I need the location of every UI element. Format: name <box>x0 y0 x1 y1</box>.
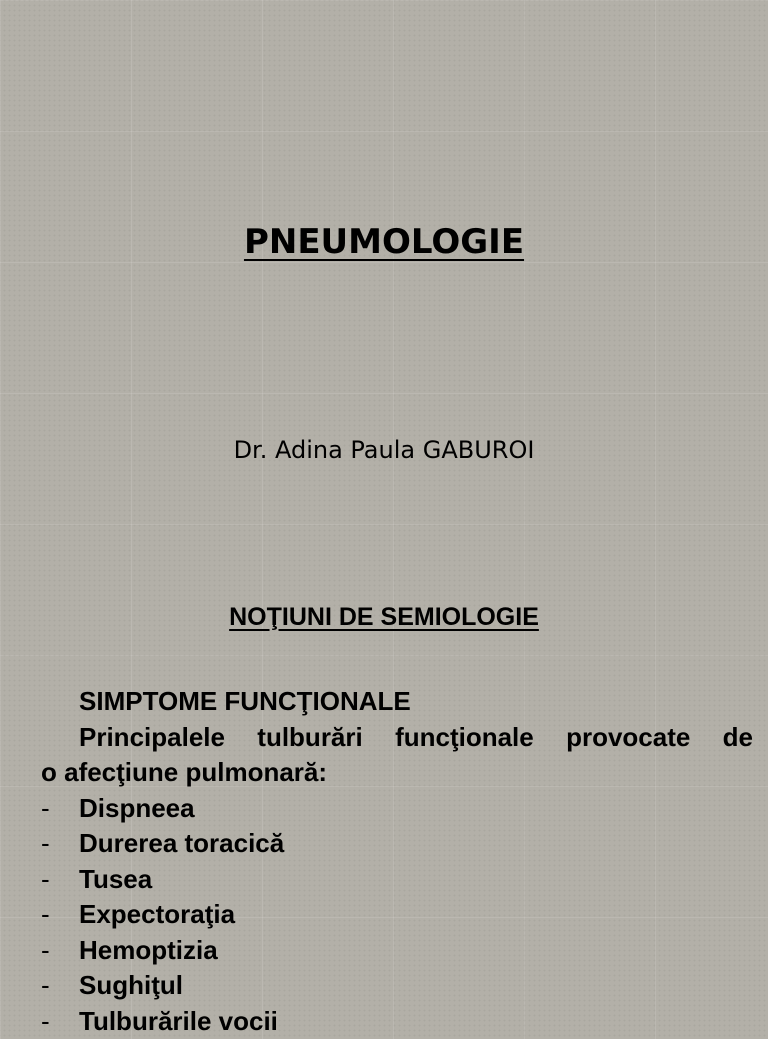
bullet-dash: - <box>41 933 50 969</box>
symptom-list <box>41 791 753 1039</box>
list-item <box>41 791 753 827</box>
slide-title: PNEUMOLOGIE <box>0 218 768 266</box>
intro-line: Principalele tulburări funcţionale provocate de <box>41 720 753 756</box>
list-item <box>41 826 753 862</box>
bullet-dash: - <box>41 862 50 898</box>
list-item-label: Expectoraţia <box>79 899 235 929</box>
list-item-label: Tusea <box>79 864 152 894</box>
list-item <box>41 862 753 898</box>
bullet-dash: - <box>41 968 50 1004</box>
list-item-label: Durerea toracică <box>79 828 284 858</box>
list-item-label: Hemoptizia <box>79 935 218 965</box>
list-item <box>41 933 753 969</box>
intro-line-continued: o afecţiune pulmonară: <box>41 755 753 791</box>
list-item <box>41 897 753 933</box>
bullet-dash: - <box>41 791 50 827</box>
bullet-dash: - <box>41 826 50 862</box>
slide-body <box>41 684 753 1039</box>
author-name: Dr. Adina Paula GABUROI <box>0 432 768 468</box>
section-heading: NOŢIUNI DE SEMIOLOGIE <box>0 600 768 634</box>
list-item-label: Dispneea <box>79 793 195 823</box>
subheading: SIMPTOME FUNCŢIONALE <box>41 684 753 720</box>
list-item <box>41 968 753 1004</box>
bullet-dash: - <box>41 1004 50 1039</box>
bullet-dash: - <box>41 897 50 933</box>
list-item-label: Tulburările vocii <box>79 1006 278 1036</box>
list-item <box>41 1004 753 1039</box>
list-item-label: Sughiţul <box>79 970 183 1000</box>
